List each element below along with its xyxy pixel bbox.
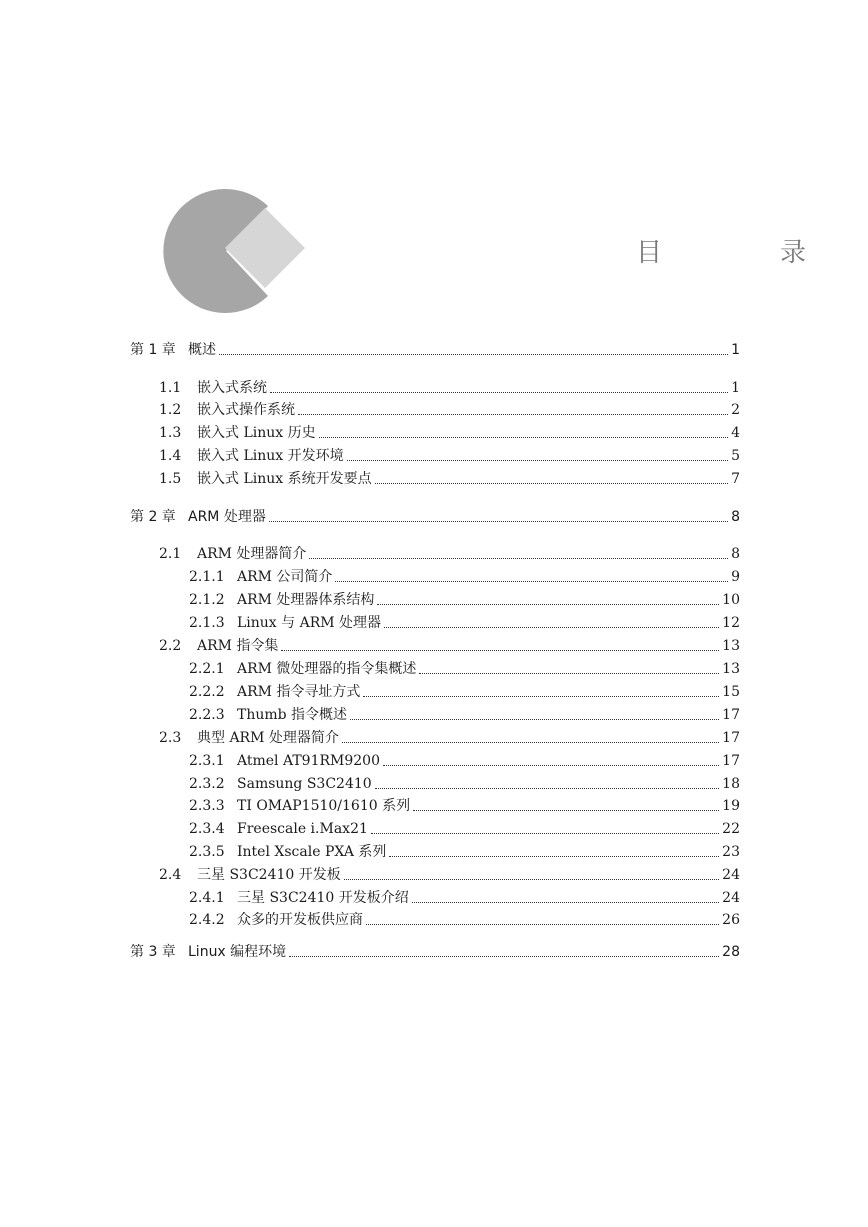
- toc-entry-number: 1.3: [159, 425, 182, 441]
- toc-entry-page: 8: [731, 546, 740, 562]
- toc-entry[interactable]: [189, 911, 740, 929]
- toc-entry-page: 17: [722, 753, 740, 769]
- toc-dot-leader: [366, 923, 719, 925]
- toc-entry-page: 8: [731, 509, 740, 525]
- toc-entry-number: 1.1: [159, 380, 182, 396]
- toc-entry-title: Samsung S3C2410: [237, 776, 372, 792]
- toc-entry-title: ARM 处理器体系结构: [237, 592, 375, 608]
- toc-entry-page: 22: [722, 821, 740, 837]
- toc-entry-number: 第 2 章: [130, 509, 176, 525]
- toc-entry-title: 嵌入式 Linux 历史: [197, 425, 316, 441]
- toc-entry-title: 众多的开发板供应商: [237, 912, 363, 928]
- toc-entry[interactable]: [130, 508, 740, 526]
- toc-entry-title: ARM 指令集: [197, 638, 279, 654]
- toc-entry-title: Atmel AT91RM9200: [237, 753, 380, 769]
- toc-entry-page: 2: [731, 402, 740, 418]
- toc-dot-leader: [289, 955, 719, 957]
- toc-entry[interactable]: [189, 820, 740, 838]
- toc-dot-leader: [413, 809, 719, 811]
- toc-entry[interactable]: [159, 545, 740, 563]
- toc-entry-title: Freescale i.Max21: [237, 821, 368, 837]
- toc-entry-number: 2.1.2: [189, 592, 225, 608]
- toc-dot-leader: [389, 855, 719, 857]
- toc-entry[interactable]: [159, 447, 740, 465]
- toc-entry-number: 2.2.3: [189, 707, 225, 723]
- toc-dot-leader: [371, 832, 719, 834]
- toc-dot-leader: [384, 626, 719, 628]
- toc-entry-number: 2.2.1: [189, 661, 225, 677]
- toc-entry-page: 13: [722, 638, 740, 654]
- toc-entry[interactable]: [159, 401, 740, 419]
- toc-entry-page: 12: [722, 615, 740, 631]
- toc-dot-leader: [377, 603, 719, 605]
- toc-entry[interactable]: [189, 683, 740, 701]
- toc-entry-page: 10: [722, 592, 740, 608]
- toc-entry[interactable]: [159, 866, 740, 884]
- toc-entry[interactable]: [189, 775, 740, 793]
- toc-entry[interactable]: [159, 729, 740, 747]
- toc-entry-title: ARM 处理器简介: [197, 546, 307, 562]
- toc-dot-leader: [281, 649, 719, 651]
- toc-entry-page: 5: [731, 448, 740, 464]
- toc-entry-title: Thumb 指令概述: [237, 707, 348, 723]
- toc-entry[interactable]: [189, 706, 740, 724]
- toc-entry[interactable]: [189, 591, 740, 609]
- toc-entry[interactable]: [189, 797, 740, 815]
- toc-entry-page: 1: [731, 380, 740, 396]
- toc-entry[interactable]: [189, 843, 740, 861]
- toc-entry-page: 23: [722, 844, 740, 860]
- toc-entry-page: 7: [731, 471, 740, 487]
- toc-entry-title: 典型 ARM 处理器简介: [197, 730, 339, 746]
- toc-entry-number: 2.3.1: [189, 753, 225, 769]
- toc-dot-leader: [363, 695, 719, 697]
- toc-entry-title: 嵌入式 Linux 系统开发要点: [197, 471, 372, 487]
- toc-entry-number: 2.3: [159, 730, 182, 746]
- toc-entry[interactable]: [189, 889, 740, 907]
- toc-dot-leader: [298, 413, 728, 415]
- toc-entry-number: 2.3.3: [189, 798, 225, 814]
- toc-dot-leader: [219, 353, 728, 355]
- toc-entry-title: 三星 S3C2410 开发板: [197, 867, 341, 883]
- toc-dot-leader: [350, 718, 719, 720]
- toc-entry-number: 2.3.2: [189, 776, 225, 792]
- toc-entry-number: 2.1.1: [189, 569, 225, 585]
- toc-dot-leader: [375, 482, 728, 484]
- toc-entry-page: 18: [722, 776, 740, 792]
- toc-dot-leader: [309, 557, 728, 559]
- toc-entry-number: 2.4: [159, 867, 182, 883]
- toc-dot-leader: [375, 787, 719, 789]
- toc-dot-leader: [319, 436, 728, 438]
- toc-entry-number: 1.4: [159, 448, 182, 464]
- toc-dot-leader: [335, 580, 728, 582]
- toc-entry-title: ARM 指令寻址方式: [237, 684, 361, 700]
- toc-entry[interactable]: [189, 752, 740, 770]
- toc-entry-title: Linux 编程环境: [188, 944, 287, 960]
- toc-entry-title: ARM 处理器: [188, 509, 266, 525]
- toc-entry[interactable]: [159, 379, 740, 397]
- toc-entry-number: 2.4.2: [189, 912, 225, 928]
- toc-entry-title: 嵌入式操作系统: [197, 402, 295, 418]
- toc-entry-number: 第 1 章: [130, 342, 176, 358]
- toc-entry[interactable]: [130, 341, 740, 359]
- toc-entry-page: 13: [722, 661, 740, 677]
- book-logo-graphic: [150, 186, 308, 316]
- toc-entry-number: 1.5: [159, 471, 182, 487]
- toc-entry-page: 24: [722, 890, 740, 906]
- toc-dot-leader: [344, 878, 719, 880]
- toc-entry-page: 26: [722, 912, 740, 928]
- toc-entry[interactable]: [159, 424, 740, 442]
- toc-entry-number: 2.1: [159, 546, 182, 562]
- toc-entry-page: 28: [722, 944, 740, 960]
- toc-entry-title: Intel Xscale PXA 系列: [237, 844, 387, 860]
- toc-entry-number: 2.3.5: [189, 844, 225, 860]
- toc-entry-page: 9: [731, 569, 740, 585]
- toc-dot-leader: [347, 459, 728, 461]
- toc-dot-leader: [419, 672, 719, 674]
- page-title: 目 录: [636, 238, 853, 268]
- toc-entry-title: ARM 微处理器的指令集概述: [237, 661, 417, 677]
- toc-entry-title: ARM 公司简介: [237, 569, 333, 585]
- toc-entry-number: 2.3.4: [189, 821, 225, 837]
- toc-entry-number: 2.2.2: [189, 684, 225, 700]
- toc-entry[interactable]: [189, 568, 740, 586]
- toc-entry-title: 嵌入式 Linux 开发环境: [197, 448, 344, 464]
- toc-entry-title: TI OMAP1510/1610 系列: [237, 798, 411, 814]
- toc-entry-number: 1.2: [159, 402, 182, 418]
- toc-entry-title: 嵌入式系统: [197, 380, 267, 396]
- toc-entry-title: 概述: [188, 342, 216, 358]
- toc-entry-page: 15: [722, 684, 740, 700]
- toc-entry-number: 2.1.3: [189, 615, 225, 631]
- toc-entry-page: 1: [731, 342, 740, 358]
- toc-entry[interactable]: [159, 637, 740, 655]
- toc-entry-number: 2.2: [159, 638, 182, 654]
- toc-entry-title: Linux 与 ARM 处理器: [237, 615, 382, 631]
- toc-entry[interactable]: [130, 943, 740, 961]
- toc-entry-title: 三星 S3C2410 开发板介绍: [237, 890, 409, 906]
- toc-entry[interactable]: [189, 660, 740, 678]
- toc-dot-leader: [383, 764, 719, 766]
- toc-dot-leader: [270, 391, 728, 393]
- toc-entry-number: 第 3 章: [130, 944, 176, 960]
- toc-dot-leader: [269, 520, 728, 522]
- toc-entry-page: 17: [722, 730, 740, 746]
- toc-dot-leader: [342, 741, 719, 743]
- toc-entry-page: 24: [722, 867, 740, 883]
- toc-entry-number: 2.4.1: [189, 890, 225, 906]
- toc-dot-leader: [412, 901, 719, 903]
- toc-entry[interactable]: [189, 614, 740, 632]
- toc-entry-page: 19: [722, 798, 740, 814]
- toc-entry[interactable]: [159, 470, 740, 488]
- toc-entry-page: 4: [731, 425, 740, 441]
- toc-entry-page: 17: [722, 707, 740, 723]
